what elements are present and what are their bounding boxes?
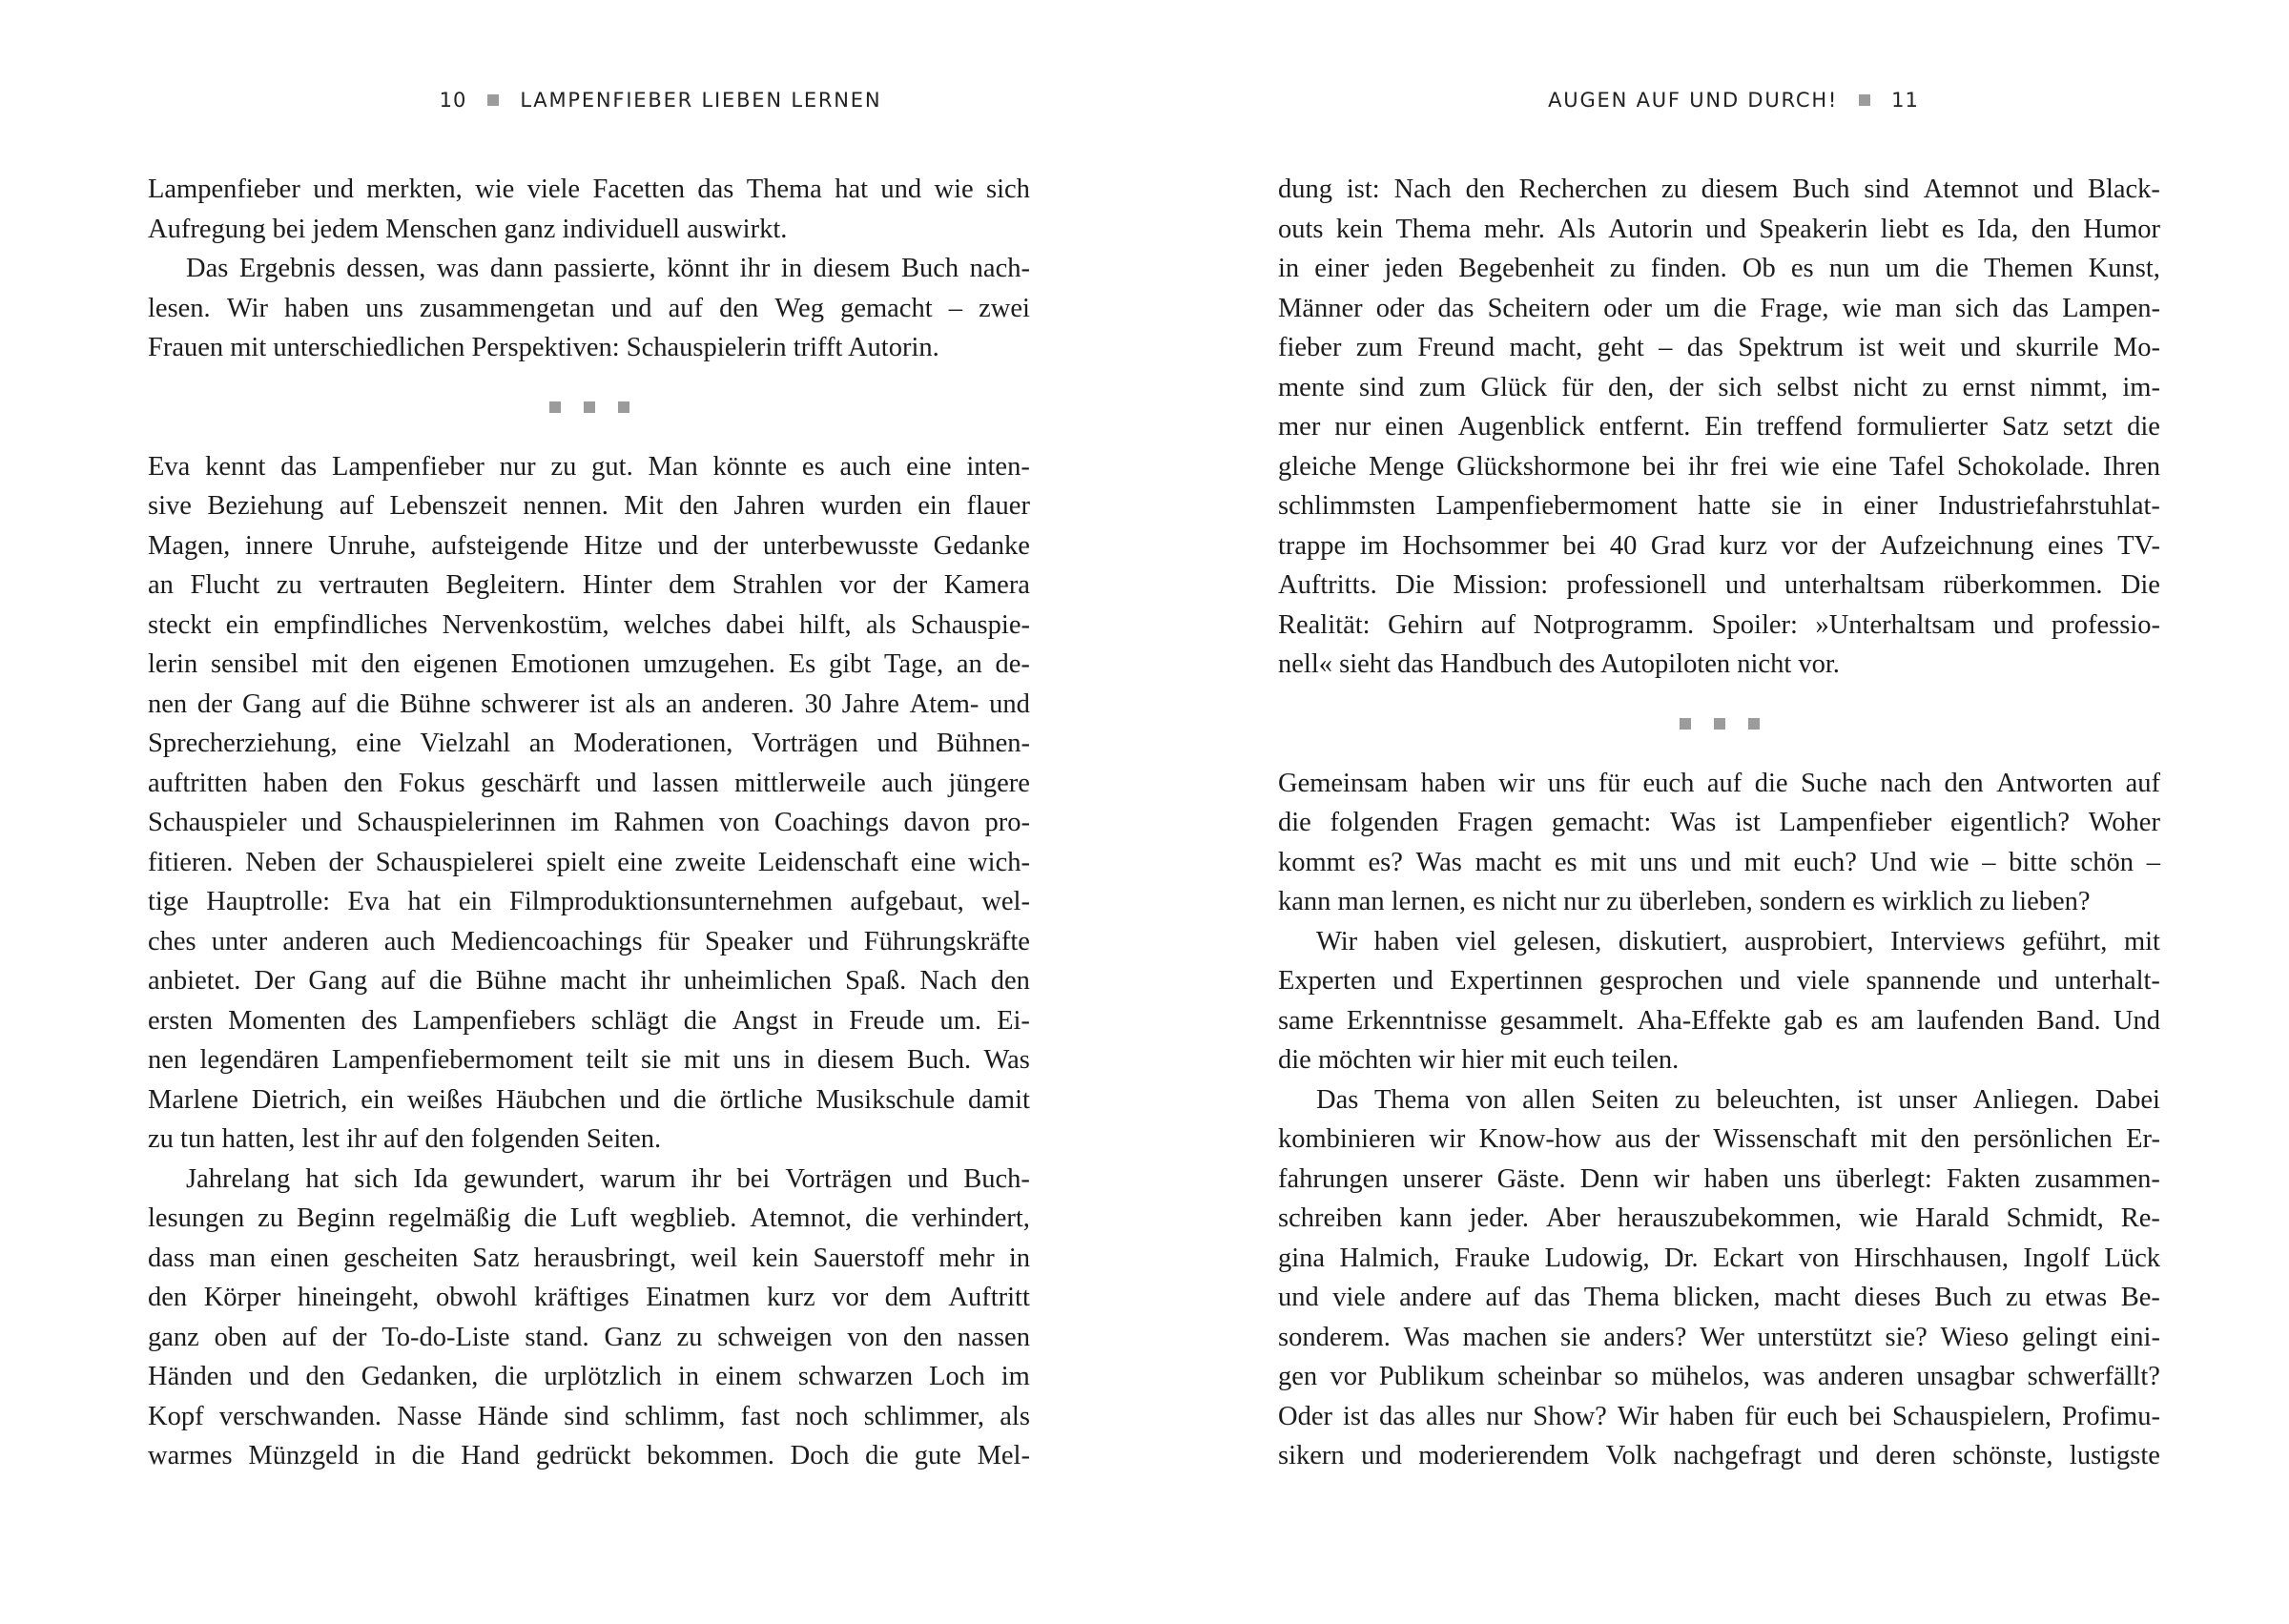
paragraph [1278,1080,2160,1476]
text-line: sive Beziehung auf Lebenszeit nennen. Mit den Jahren wurden ein flauer [148,491,1030,521]
text-line: anbietet. Der Gang auf die Bühne macht ihr unheimlichen Spaß. Nach den [148,966,1030,996]
section-break-square-icon [549,401,561,413]
text-line: schlimmsten Lampenfiebermoment hatte sie in einer Industriefahrstuhlat- [1278,491,2160,521]
text-line: Sprecherziehung, eine Vielzahl an Moderationen, Vorträgen und Bühnen- [148,729,1030,758]
text-line: Das Ergebnis dessen, was dann passierte, könnt ihr in diesem Buch nach- [186,254,1030,283]
text-line: Eva kennt das Lampenfieber nur zu gut. Man könnte es auch eine inten- [148,451,1030,482]
text-line: mer nur einen Augenblick entfernt. Ein treffend formulierter Satz setzt die [1278,412,2160,442]
text-line: mente sind zum Glück für den, der sich selbst nicht zu ernst nimmt, im- [1278,372,2160,402]
section-break-square-icon [618,401,629,413]
text-line: lerin sensibel mit den eigenen Emotionen umzugehen. Es gibt Tage, an de- [148,649,1030,679]
text-line: den Körper hineingeht, obwohl kräftiges Einatmen kurz vor dem Auftritt [148,1283,1030,1312]
text-line: Das Thema von allen Seiten zu beleuchten, ist unser Anliegen. Dabei [1316,1084,2160,1115]
text-line: dass man einen gescheiten Satz herausbringt, weil kein Sauerstoff mehr in [148,1243,1030,1273]
section-break [1278,685,2160,764]
text-line: tige Hauptrolle: Eva hat ein Filmproduktionsunternehmen aufgebaut, wel- [148,887,1030,916]
paragraph [148,1160,1030,1476]
page-number-left: 10 [439,89,467,112]
text-line: kann man lernen, es nicht nur zu überleben, sondern es wirklich zu lieben? [1278,887,2091,916]
text-line: ches unter anderen auch Mediencoachings für Speaker und Führungskräfte [148,926,1030,956]
text-line: Magen, innere Unruhe, aufsteigende Hitze und der unterbewusste Gedanke [148,530,1030,561]
text-line: Gemeinsam haben wir uns für euch auf die Suche nach den Antworten auf [1278,768,2160,798]
text-line: gleiche Menge Glückshormone bei ihr frei wie eine Tafel Schokolade. Ihren [1278,451,2160,482]
text-line: Oder ist das alles nur Show? Wir haben für euch bei Schauspielern, Profimu- [1278,1401,2160,1431]
text-line: trappe im Hochsommer bei 40 Grad kurz vor der Aufzeichnung eines TV- [1278,530,2160,561]
left-page [148,0,1030,1624]
text-line: Experten und Expertinnen gesprochen und viele spannende und unterhalt- [1278,966,2160,996]
text-line: steckt ein empfindliches Nervenkostüm, welches dabei hilft, als Schauspie- [148,609,1030,640]
text-line: fieber zum Freund macht, geht – das Spektrum ist weit und skurrile Mo- [1278,333,2160,362]
text-line: kombinieren wir Know-how aus der Wissenschaft mit den persönlichen Er- [1278,1124,2160,1154]
section-break [148,368,1030,447]
text-line: nell« sieht das Handbuch des Autopiloten nicht vor. [1278,649,1840,679]
paragraph [148,447,1030,1160]
paragraph [148,170,1030,249]
text-line: zu tun hatten, lest ihr auf den folgenden Seiten. [148,1124,662,1154]
text-line: nen legendären Lampenfiebermoment teilt sie mit uns in diesem Buch. Was [148,1045,1030,1075]
text-line: schreiben kann jeder. Aber herauszubekommen, wie Harald Schmidt, Re- [1278,1203,2160,1233]
text-line: outs kein Thema mehr. Als Autorin und Speakerin liebt es Ida, den Humor [1278,214,2160,244]
text-line: Lampenfieber und merkten, wie viele Facetten das Thema hat und wie sich [148,175,1030,204]
body-text-left [148,170,1030,1476]
text-line: ganz oben auf der To-do-Liste stand. Ganz zu schweigen von den nassen [148,1322,1030,1352]
text-line: sikern und moderierendem Volk nachgefragt und deren schönste, lustigste [1278,1441,2160,1470]
text-line: und viele andere auf das Thema blicken, macht dieses Buch zu etwas Be- [1278,1283,2160,1312]
text-line: Wir haben viel gelesen, diskutiert, ausprobiert, Interviews geführt, mit [1316,926,2160,956]
paragraph [1278,922,2160,1080]
text-line: fitieren. Neben der Schauspielerei spielt eine zweite Leidenschaft eine wich- [148,847,1030,877]
text-line: gina Halmich, Frauke Ludowig, Dr. Eckart von Hirschhausen, Ingolf Lück [1278,1243,2160,1273]
text-line: Frauen mit unterschiedlichen Perspektiven: Schauspielerin trifft Autorin. [148,333,939,362]
text-line: dung ist: Nach den Recherchen zu diesem Buch sind Atemnot und Black- [1278,175,2160,204]
text-line: Männer oder das Scheitern oder um die Frage, wie man sich das Lampen- [1278,293,2160,323]
right-page [1278,0,2160,1624]
text-line: gen vor Publikum scheinbar so mühelos, was anderen unsagbar schwerfällt? [1278,1362,2160,1391]
text-line: an Flucht zu vertrauten Begleitern. Hinter dem Strahlen vor der Kamera [148,570,1030,600]
running-title-right: AUGEN AUF UND DURCH! [1548,89,1839,112]
page-number-right: 11 [1891,89,1919,112]
section-break-square-icon [1680,718,1691,730]
text-line: sonderem. Was machen sie anders? Wer unterstützt sie? Wieso gelingt eini- [1278,1322,2160,1352]
text-line: in einer jeden Begebenheit zu finden. Ob es nun um die Themen Kunst, [1278,254,2160,283]
section-break-square-icon [584,401,595,413]
text-line: Marlene Dietrich, ein weißes Häubchen und die örtliche Musikschule damit [148,1084,1030,1115]
text-line: kommt es? Was macht es mit uns und mit euch? Und wie – bitte schön – [1278,847,2160,877]
text-line: Schauspieler und Schauspielerinnen im Rahmen von Coachings davon pro- [148,808,1030,837]
text-line: auftritten haben den Fokus geschärft und lassen mittlerweile auch jüngere [148,768,1030,798]
text-line: nen der Gang auf die Bühne schwerer ist als an anderen. 30 Jahre Atem- und [148,689,1030,719]
body-text-right [1278,170,2160,1476]
text-line: warmes Münzgeld in die Hand gedrückt bekommen. Doch die gute Mel- [148,1441,1030,1470]
text-line: die folgenden Fragen gemacht: Was ist Lampenfieber eigentlich? Woher [1278,808,2160,837]
text-line: lesen. Wir haben uns zusammengetan und auf den Weg gemacht – zwei [148,293,1030,323]
text-line: ersten Momenten des Lampenfiebers schlägt die Angst in Freude um. Ei- [148,1005,1030,1036]
text-line: Jahrelang hat sich Ida gewundert, warum ihr bei Vorträgen und Buch- [186,1163,1030,1194]
text-line: Kopf verschwanden. Nasse Hände sind schlimm, fast noch schlimmer, als [148,1401,1030,1431]
separator-square-icon [1859,94,1870,106]
text-line: die möchten wir hier mit euch teilen. [1278,1045,1680,1075]
text-line: Realität: Gehirn auf Notprogramm. Spoiler: »Unterhaltsam und professio- [1278,609,2160,640]
running-title-left: LAMPENFIEBER LIEBEN LERNEN [520,89,882,112]
text-line: Aufregung bei jedem Menschen ganz individuell auswirkt. [148,214,788,244]
section-break-square-icon [1714,718,1725,730]
running-head-left [148,86,1030,114]
text-line: Auftritts. Die Mission: professionell und unterhaltsam rüberkommen. Die [1278,570,2160,600]
paragraph [148,249,1030,368]
paragraph [1278,170,2160,685]
text-line: lesungen zu Beginn regelmäßig die Luft wegblieb. Atemnot, die verhindert, [148,1203,1030,1233]
text-line: same Erkenntnisse gesammelt. Aha-Effekte gab es am laufenden Band. Und [1278,1005,2160,1036]
text-line: Händen und den Gedanken, die urplötzlich in einem schwarzen Loch im [148,1362,1030,1391]
section-break-square-icon [1748,718,1760,730]
separator-square-icon [487,94,499,106]
running-head-right [1278,86,2160,114]
paragraph [1278,764,2160,922]
text-line: fahrungen unserer Gäste. Denn wir haben uns überlegt: Fakten zusammen- [1278,1163,2160,1194]
